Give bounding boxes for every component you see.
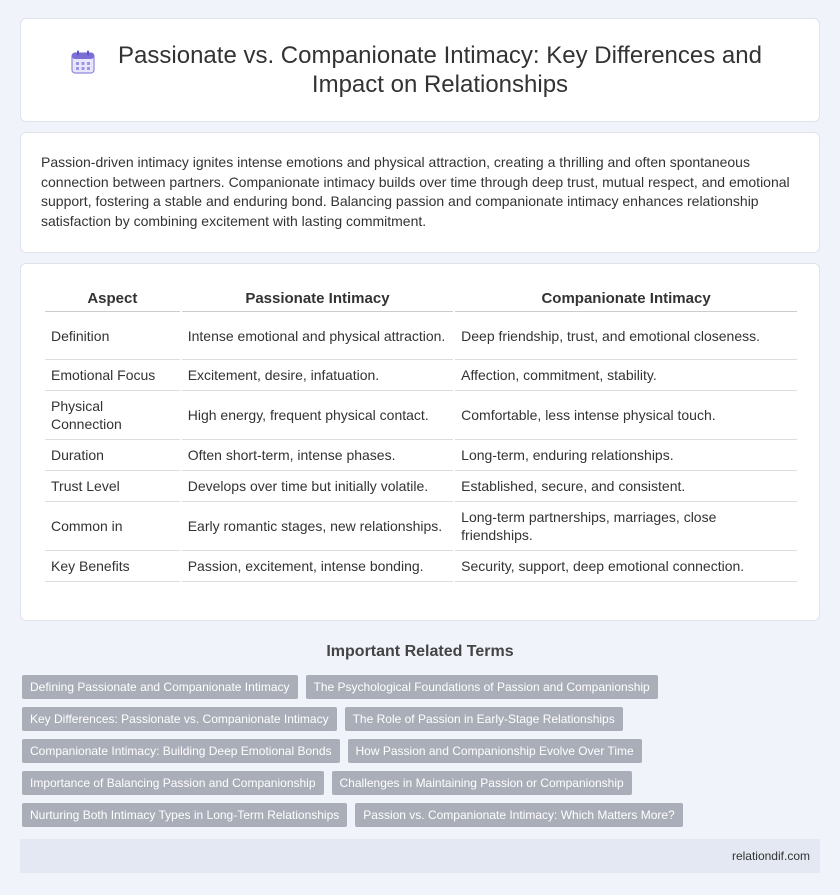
table-cell: Deep friendship, trust, and emotional closeness. xyxy=(455,312,797,360)
comparison-table xyxy=(43,286,799,582)
related-term-tag[interactable]: Companionate Intimacy: Building Deep Emotional Bonds xyxy=(22,739,340,763)
table-cell: Trust Level xyxy=(45,471,180,502)
table-cell: Long-term partnerships, marriages, close friendships. xyxy=(455,502,797,551)
table-cell: Key Benefits xyxy=(45,551,180,582)
table-cell: Physical Connection xyxy=(45,391,180,440)
related-term-tag[interactable]: Defining Passionate and Companionate Intimacy xyxy=(22,675,298,699)
table-cell: Common in xyxy=(45,502,180,551)
table-row xyxy=(45,440,797,471)
related-term-tag[interactable]: Nurturing Both Intimacy Types in Long-Term Relationships xyxy=(22,803,347,827)
related-term-tag[interactable]: Challenges in Maintaining Passion or Companionship xyxy=(332,771,632,795)
table-row xyxy=(45,551,797,582)
title-card xyxy=(20,18,820,122)
table-cell: Definition xyxy=(45,312,180,360)
table-cell: Passion, excitement, intense bonding. xyxy=(182,551,453,582)
table-row xyxy=(45,391,797,440)
intro-paragraph: Passion-driven intimacy ignites intense emotions and physical attraction, creating a thrilling and often spontaneous connection between partners. Companionate intimacy builds over time through deep trust, mutual respect, and emotional support, fostering a stable and enduring bond. Balancing passion and companionate intimacy enhances relationship satisfaction by combining excitement with lasting commitment. xyxy=(41,154,790,229)
header-companionate: Companionate Intimacy xyxy=(455,286,797,312)
table-cell: Early romantic stages, new relationships. xyxy=(182,502,453,551)
related-terms-title: Important Related Terms xyxy=(326,643,514,660)
calendar-icon xyxy=(70,49,96,75)
header-aspect: Aspect xyxy=(45,286,180,312)
table-row xyxy=(45,502,797,551)
related-term-tag[interactable]: How Passion and Companionship Evolve Over Time xyxy=(348,739,642,763)
table-cell: Established, secure, and consistent. xyxy=(455,471,797,502)
related-terms-list xyxy=(22,675,702,827)
comparison-card xyxy=(20,263,820,621)
table-cell: Affection, commitment, stability. xyxy=(455,360,797,391)
table-cell: Develops over time but initially volatile. xyxy=(182,471,453,502)
table-header-row xyxy=(45,286,797,312)
table-cell: Often short-term, intense phases. xyxy=(182,440,453,471)
footer xyxy=(20,839,820,873)
page-title: Passionate vs. Companionate Intimacy: Key Differences and Impact on Relationships xyxy=(118,42,762,98)
related-term-tag[interactable]: The Role of Passion in Early-Stage Relationships xyxy=(345,707,623,731)
table-cell: Excitement, desire, infatuation. xyxy=(182,360,453,391)
related-term-tag[interactable]: Key Differences: Passionate vs. Companionate Intimacy xyxy=(22,707,337,731)
table-cell: Security, support, deep emotional connection. xyxy=(455,551,797,582)
related-term-tag[interactable]: Importance of Balancing Passion and Companionship xyxy=(22,771,324,795)
table-row xyxy=(45,360,797,391)
table-cell: Intense emotional and physical attraction. xyxy=(182,312,453,360)
header-passionate: Passionate Intimacy xyxy=(182,286,453,312)
table-cell: Comfortable, less intense physical touch. xyxy=(455,391,797,440)
table-cell: Duration xyxy=(45,440,180,471)
table-cell: High energy, frequent physical contact. xyxy=(182,391,453,440)
table-row xyxy=(45,312,797,360)
intro-card xyxy=(20,132,820,253)
footer-site-link[interactable]: relationdif.com xyxy=(731,849,810,863)
related-term-tag[interactable]: Passion vs. Companionate Intimacy: Which Matters More? xyxy=(355,803,682,827)
table-row xyxy=(45,471,797,502)
table-cell: Long-term, enduring relationships. xyxy=(455,440,797,471)
table-cell: Emotional Focus xyxy=(45,360,180,391)
related-term-tag[interactable]: The Psychological Foundations of Passion and Companionship xyxy=(306,675,658,699)
